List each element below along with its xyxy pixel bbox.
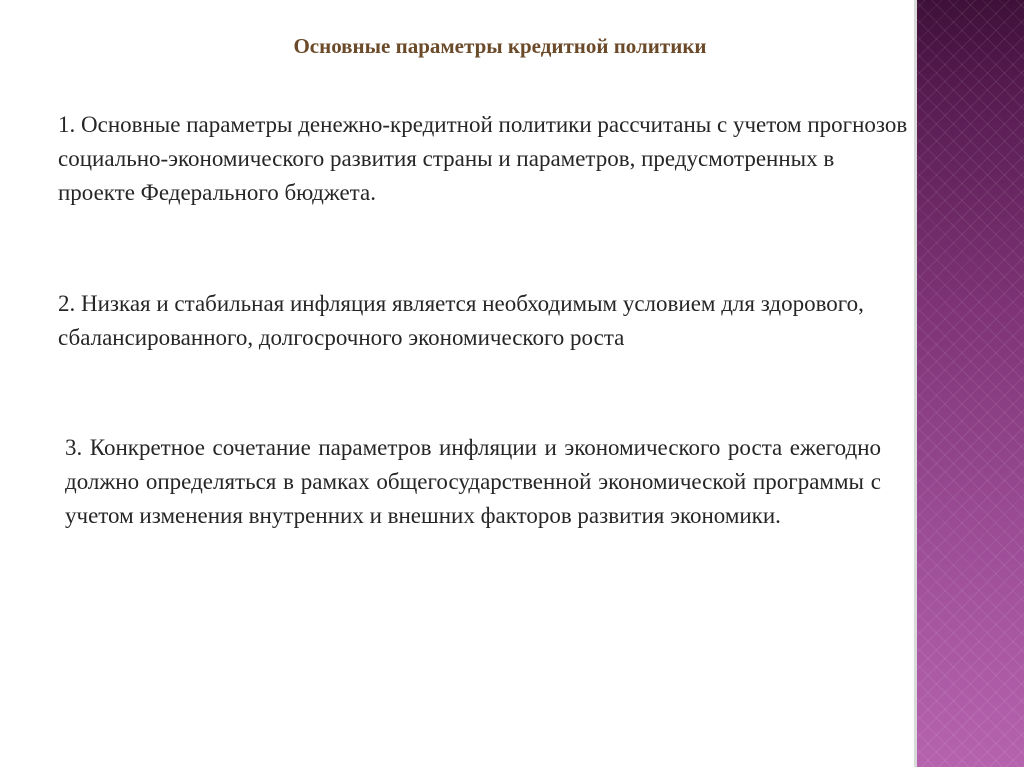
paragraph-3: 3. Конкретное сочетание параметров инфляции и экономического роста ежегодно должно определяться в рамках общегосударственной экономической программы с учетом изменения внутренних и внешних факторов развития экономики. [65,435,881,528]
paragraph-1: 1. Основные параметры денежно-кредитной политики рассчитаны с учетом прогнозов социально-экономического развития страны и параметров, предусмотренных в проекте Федерального бюджета. [58,112,908,205]
paragraph-2: 2. Низкая и стабильная инфляция является необходимым условием для здорового, сбалансированного, долгосрочного экономического роста [58,291,864,350]
decorative-side-band [917,0,1024,767]
slide-title: Основные параметры кредитной политики [293,34,707,58]
